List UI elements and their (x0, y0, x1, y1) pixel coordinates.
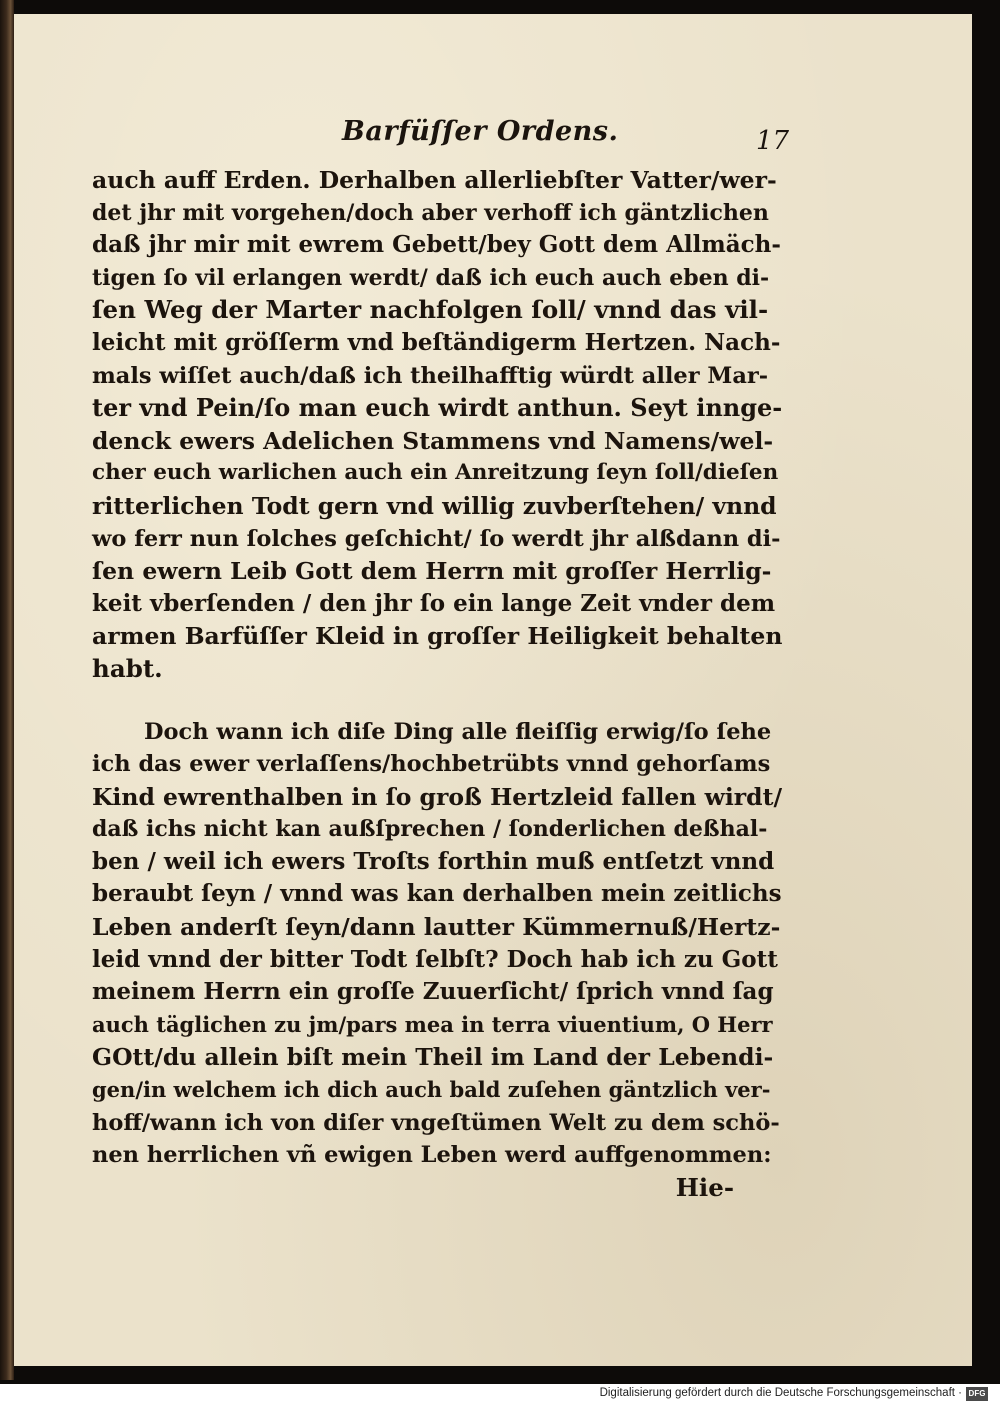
catchword: Hie- (675, 1172, 734, 1202)
text-line: ſen ewern Leib Gott dem Herrn mit groſſer Herrlig- (92, 557, 772, 586)
book-page (14, 14, 972, 1366)
text-line: habt. (92, 653, 163, 683)
text-line: ich das ewer verlaſſens/hochbetrübts vnnd gehorſams (92, 751, 771, 778)
text-line: beraubt ſeyn / vnnd was kan derhalben mein zeitlichs (92, 880, 782, 908)
text-line: Kind ewrenthalben in ſo groß Hertzleid fallen wirdt/ (92, 782, 783, 811)
running-header: Barfüſſer Ordens. (342, 116, 619, 147)
text-line: tigen ſo vil erlangen werdt/ daß ich euch auch eben di- (92, 264, 770, 291)
page-number: 17 (756, 126, 790, 156)
text-line: auch täglichen zu jm/pars mea in terra viuentium, O Herr (92, 1011, 773, 1037)
text-line: Doch wann ich diſe Ding alle fleiſſig erwig/ſo ſehe (144, 718, 772, 745)
book-spine-edge (0, 0, 14, 1380)
text-line: nen herrlichen vñ ewigen Leben werd auffgenommen: (92, 1142, 772, 1169)
paragraph-gap (92, 686, 782, 716)
text-line: ſen Weg der Marter nachfolgen ſoll/ vnnd das vil- (92, 295, 769, 325)
funding-credit: Digitalisierung gefördert durch die Deutsche Forschungsgemeinschaft · (599, 1387, 962, 1399)
text-line: wo ferr nun ſolches geſchicht/ ſo werdt jhr alßdann di- (92, 525, 781, 552)
text-line: hoff/wann ich von diſer vngeſtümen Welt zu dem schö- (92, 1109, 780, 1136)
text-line: daß jhr mir mit ewrem Gebett/bey Gott dem Allmäch- (92, 231, 781, 259)
text-line: keit vberſenden / den jhr ſo ein lange Zeit vnder dem (92, 589, 776, 617)
text-line: ben / weil ich ewers Troſts forthin muß entſetzt vnnd (92, 847, 775, 875)
footer-bar (0, 1384, 1000, 1405)
text-line: meinem Herrn ein groſſe Zuuerſicht/ ſprich vnnd ſag (92, 978, 774, 1006)
text-line: Leben anderſt ſeyn/dann lautter Kümmernuß/Hertz- (92, 913, 781, 942)
text-line: leid vnnd der bitter Todt ſelbſt? Doch hab ich zu Gott (92, 945, 778, 973)
text-line: denck ewers Adelichen Stammens vnd Namens/wel- (92, 426, 774, 455)
text-line: GOtt/du allein biſt mein Theil im Land der Lebendi- (92, 1043, 774, 1072)
text-line: gen/in welchem ich dich auch bald zuſehen gäntzlich ver- (92, 1077, 771, 1103)
text-line: ritterlichen Todt gern vnd willig zuvberſtehen/ vnnd (92, 491, 777, 520)
dfg-logo-icon: DFG (966, 1387, 988, 1401)
body-text (92, 164, 782, 1204)
text-line: auch auff Erden. Derhalben allerliebſter Vatter/wer- (92, 166, 777, 194)
text-line: cher euch warlichen auch ein Anreitzung ſeyn ſoll/dieſen (92, 460, 779, 486)
text-line: mals wiſſet auch/daß ich theilhafftig würdt aller Mar- (92, 362, 769, 389)
text-line: daß ichs nicht kan außſprechen / ſonderlichen deßhal- (92, 816, 768, 843)
text-line: leicht mit gröſſerm vnd beſtändigerm Hertzen. Nach- (92, 328, 781, 356)
text-line: ter vnd Pein/ſo man euch wirdt anthun. Seyt innge- (92, 393, 783, 423)
text-line: det jhr mit vorgehen/doch aber verhoff ich gäntzlichen (92, 199, 769, 226)
text-line: armen Barfüſſer Kleid in groſſer Heiligkeit behalten (92, 622, 783, 651)
